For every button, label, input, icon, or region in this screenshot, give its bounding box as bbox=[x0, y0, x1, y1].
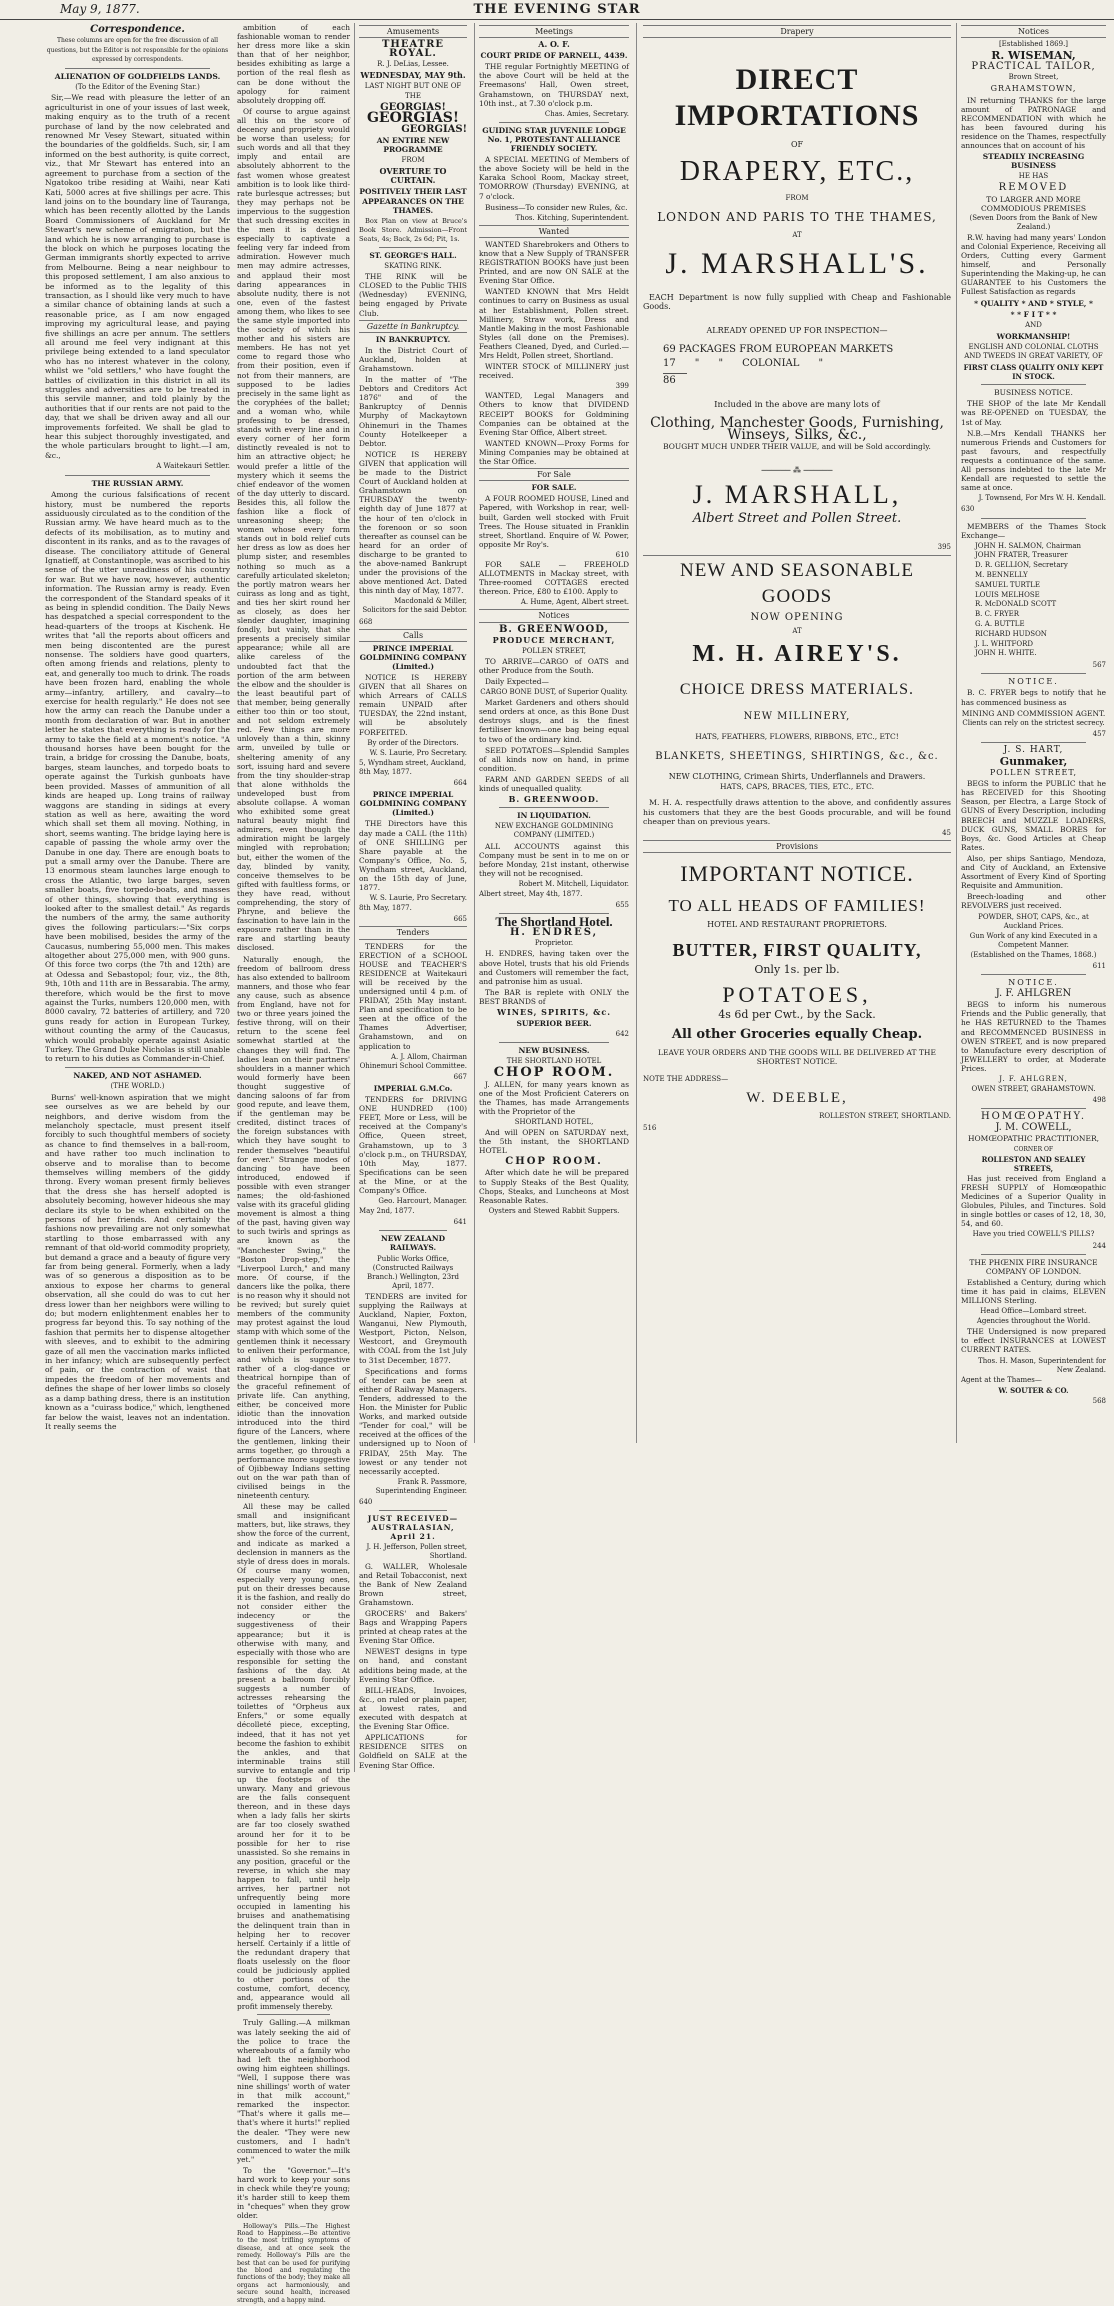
hotel-title: The Shortland Hotel. bbox=[495, 914, 613, 930]
ad-body: And will OPEN on SATURDAY next, the 5th instant, the SHORTLAND HOTEL bbox=[479, 1128, 629, 1156]
ad-body: M. H. A. respectfully draws attention to the above, and confidently assures his customers that they are the best Goods procurable, and will be found cheaper than on previous years. bbox=[643, 798, 951, 827]
ad-body: APPLICATIONS for RESIDENCE SITES on Goldfield on SALE at the Evening Star Office. bbox=[359, 1733, 467, 1770]
packages-line: 86 bbox=[663, 373, 687, 388]
ad-body: The BAR is replete with ONLY the BEST BRANDS of bbox=[479, 987, 629, 1006]
ad-line: TO LARGER AND MORE COMMODIOUS PREMISES bbox=[981, 194, 1086, 213]
ad-title: PRINCE IMPERIAL GOLDMINING COMPANY (Limited.) bbox=[359, 643, 467, 671]
ad-body: WANTED Sharebrokers and Others to know that a New Supply of TRANSFER REGISTRATION BOOKS have just been Printed, and are now ON SALE at the Evening Star Office. bbox=[479, 239, 629, 286]
ad-body: WINTER STOCK of MILLINERY just received. bbox=[479, 362, 629, 381]
ad-title: COURT PRIDE OF PARNELL, 4439. bbox=[480, 51, 628, 61]
ad-body: Breech-loading and other REVOLVERS just received. bbox=[961, 892, 1106, 911]
section-header: Amusements bbox=[359, 25, 467, 38]
ad-title: FOR SALE. bbox=[531, 483, 577, 493]
ad-line: J. M. COWELL, bbox=[995, 1122, 1072, 1134]
correspondence-heading: Correspondence. bbox=[90, 24, 185, 35]
ad-body: NOTICE IS HEREBY GIVEN that all Shares on which Arrears of CALLS remain UNPAID after TUESDAY, the 22nd instant, will be absolutely FORFEITED. bbox=[359, 673, 467, 737]
ad-title: R. WISEMAN, bbox=[991, 49, 1076, 63]
ad-headline: W. DEEBLE, bbox=[746, 1090, 848, 1107]
ad-line: H. ENDRES, bbox=[509, 927, 599, 939]
ad-number: 498 bbox=[1092, 1096, 1106, 1105]
ad-line: OVERTURE TO CURTAIN. bbox=[379, 166, 447, 186]
ad-title: IMPERIAL G.M.Co. bbox=[373, 1083, 453, 1093]
ad-body: MEMBERS of the Thames Stock Exchange— bbox=[961, 521, 1106, 540]
ad-line: J. F. AHLGREN bbox=[995, 988, 1072, 1000]
divider bbox=[981, 384, 1086, 385]
divider bbox=[379, 1510, 447, 1511]
ad-line: SUPERIOR BEER. bbox=[516, 1019, 592, 1029]
ad-body: THE Undersigned is now prepared to effect INSURANCES at LOWEST CURRENT RATES. bbox=[961, 1327, 1106, 1355]
ad-headline: DIRECT IMPORTATIONS bbox=[674, 63, 920, 133]
ad-line: WORKMANSHIP! bbox=[996, 331, 1071, 341]
ad-line: Included in the above are many lots of bbox=[714, 399, 880, 410]
ad-line: OWEN STREET, GRAHAMSTOWN. bbox=[971, 1085, 1096, 1094]
ad-body: Has just received from England a FRESH SUPPLY of Homœopathic Medicines of a Superior Quality in Globules, Pilules, and Tinctures. Sold in single bottles or cases of 12, 18, 30, 54, and 60. bbox=[961, 1173, 1106, 1229]
ad-line: FIRST CLASS QUALITY ONLY KEPT IN STOCK. bbox=[963, 363, 1104, 382]
divider bbox=[499, 1042, 609, 1043]
masthead bbox=[0, 0, 1114, 20]
ad-line: FROM bbox=[401, 156, 425, 165]
ornament-divider: ────── ⁂ ────── bbox=[761, 466, 833, 476]
ad-number: 665 bbox=[453, 915, 467, 924]
ad-signature: Thos. H. Mason, Superintendent for New Zealand. bbox=[978, 1356, 1106, 1374]
divider bbox=[981, 673, 1086, 674]
ad-body: B. C. FRYER begs to notify that he has commenced business as bbox=[961, 688, 1106, 707]
ad-body: Specifications and forms of tender can be seen at either of Railway Managers. Tenders, addressed to the Hon. the Minister for Public Works, and marked outside "Tender for coal," will be received at the offices of the undersigned up to Noon of FRIDAY, 25th May. The lowest or any tender not necessarily accepted. bbox=[359, 1366, 467, 1476]
ad-body: ALL ACCOUNTS against this Company must be sent in to me on or before Monday, 21st instant, otherwise they will not be recognised. bbox=[479, 841, 629, 878]
section-header: Gazette in Bankruptcy. bbox=[359, 320, 467, 333]
ad-line: Clothing, Manchester Goods, Furnishing, bbox=[650, 415, 944, 432]
ad-signature: Macdonald & Miller, Solicitors for the said Debtor. bbox=[362, 597, 467, 615]
ad-line: Brown Street, bbox=[1008, 73, 1059, 82]
divider bbox=[643, 555, 951, 556]
ad-number: 395 bbox=[937, 543, 951, 552]
ad-line: POSITIVELY THEIR LAST APPEARANCES ON THE THAMES. bbox=[359, 187, 467, 215]
article-continuation bbox=[237, 23, 350, 2306]
section-header: Drapery bbox=[643, 25, 951, 38]
divider bbox=[65, 1067, 210, 1068]
ad-line: By order of the Directors. bbox=[367, 738, 459, 747]
ad-line: HOMŒOPATHIC PRACTITIONER, bbox=[967, 1134, 1100, 1144]
ad-line: BLANKETS, SHEETINGS, SHIRTINGS, &c., &c. bbox=[655, 750, 939, 762]
ad-body: TO ARRIVE—CARGO of OATS and other Produce from the South. bbox=[479, 656, 629, 675]
column-5 bbox=[956, 23, 1106, 1443]
ad-line: CORNER OF bbox=[1013, 1145, 1054, 1153]
ad-body: WANTED KNOWN that Mrs Heldt continues to carry on Business as usual at her Establishment, Pollen street. Millinery, Straw work, Dress and Mantle Making in the most Fashionable Styles (all done on the Premises). Feathers Cleaned, Dyed, and Curled.—Mrs Heldt, Pollen street, Shortland. bbox=[479, 287, 629, 360]
ad-title: NEW ZEALAND RAILWAYS. bbox=[380, 1234, 446, 1253]
ad-line: LONDON AND PARIS TO THE THAMES, bbox=[657, 210, 937, 225]
ad-headline: J. MARSHALL, bbox=[692, 479, 902, 509]
ad-number: 399 bbox=[615, 382, 629, 391]
ad-body: J. ALLEN, for many years known as one of the Most Proficient Caterers on the Thames, has made Arrangements with the Proprietor of the bbox=[479, 1079, 629, 1116]
ad-title: ST. GEORGE'S HALL. bbox=[369, 250, 457, 260]
ad-signature: W. S. Laurie, Pro Secretary. bbox=[369, 894, 467, 903]
ad-title: GUIDING STAR JUVENILE LODGE No. 1, PROTESTANT ALLIANCE FRIENDLY SOCIETY. bbox=[482, 125, 626, 154]
exchange-member: JOHN FRATER, Treasurer bbox=[975, 551, 1068, 560]
article-body: All these may be called small and insignificant matters, but, like straws, they show the force of the current, and indicate as marked a declension in manners as the style of dress does in morals. Of course many women, especially very young ones, put on their dresses because it is the fashion, and really do not consider either the indecency or the suggestiveness of their appearance; but it is otherwise with many, and especially with those who are responsible for setting the fashions of the day. At present a ballroom forcibly suggests a number of actresses rehearsing the toilettes of "Orpheus aux Enfers," or some equally décolleté piece, excepting, indeed, that it has not yet become the fashion to exhibit the ankles, and that interminable trains still survive to entangle and trip up the footsteps of the unwary. Many and grievous are the falls consequent thereon, and in these days when a lady falls her skirts are far too closely swathed around her for it to be possible for her to rise unassisted. So she remains in any position, graceful or the reverse, in which she may happen to fall, until help arrives, her partner not unfrequently being more occupied in lamenting his bruises and anathematising the delinquent train than in helping her to recover herself. Certainly if a little of the redundant drapery that floats uselessly on the floor could be judiciously applied to other portions of the costume, comfort, decency, and, appearance would all profit immensely thereby. bbox=[237, 1502, 350, 2012]
ad-line: NEW MILLINERY, bbox=[743, 711, 851, 723]
ad-line: MINING AND COMMISSION AGENT. bbox=[961, 708, 1106, 718]
ad-signature: J. H. Jefferson, Pollen street, Shortland. bbox=[366, 1543, 467, 1561]
ad-number: 568 bbox=[1092, 1396, 1106, 1405]
article-body: Of course to argue against all this on the score of decency and propriety would be worse than useless; for such words and all that they imply and entail are absolutely abhorrent to the fast women whose greatest ambition is to look like third-rate burlesque actresses; but they may perhaps not be impervious to the suggestion that such dressing excites in the men it is designed especially to captivate a feeling very far indeed from admiration. However much men may admire actresses, and applaud their most daring appearances in absolute nudity, there is not one, even of the fastest among them, who likes to see the same style imported into the society of which his mother and his sisters are members. He has not yet come to regard those who from their position, even if not from their manners, are supposed to be ladies precisely in the same light as the coryphées of the ballet; and a woman who, while professing to be dressed, stands with every line and in every corner of her form distinctly revealed is not to him an attractive object; he would prefer a little of the mystery which it seems the chief endeavor of the women of the day utterly to discard. Besides this, all follow the fashion like a flock of unreasoning sheep; the women whose every form stands out in bold relief cuts her dress as low as does her plump sister, and resembles nothing so much as a carefully articulated skeleton; the portly matron wears her cuirass as long and as tight, and ties her skirt round her as closely, as does her slender daughter, imagining fondly, but vainly, that she presents a precisely similar appearance; while all are alike careless of the undoubted fact that the portion of the arm between the elbow and the shoulder is the least beautiful part of that member, being generally either too thin or too stout, and not seldom extremely red. Few things are more unlovely than a thin, skinny arm, unveiled by tulle or sheltering amenity of any sort, issuing hard and severe from the tiny shoulder-strap that alone withholds the undeveloped bust from absolute collapse. A woman who exhibited some great natural beauty might find admirers, even though the admiration might be largely mingled with reprobation; but, either the women of the day, blinded by vanity, conceive themselves to be gifted with faultless forms, or they have read, without comprehending, the story of Phryne, and believe the fascination to have lain in the exposure rather than in the rare and startling beauty disclosed. bbox=[237, 106, 350, 953]
ad-body: Business—To consider new Rules, &c. bbox=[485, 202, 628, 212]
ad-line: Head Office—Lombard street. bbox=[980, 1307, 1087, 1316]
ad-title: B. GREENWOOD, bbox=[498, 623, 610, 635]
ad-headline: DRAPERY, ETC., bbox=[679, 155, 915, 187]
ad-body: BILL-HEADS, Invoices, &c., on ruled or plain paper, at lowest rates, and executed with despatch at the Evening Star Office. bbox=[359, 1685, 467, 1732]
ad-line: Winseys, Silks, &c., bbox=[727, 426, 867, 443]
exchange-member: J. L. WHITFORD bbox=[975, 639, 1034, 648]
ad-headline: CHOICE DRESS MATERIALS. bbox=[679, 681, 915, 699]
ad-body: GROCERS' and Bakers' Bags and Wrapping Papers printed at cheap rates at the Evening Star Office. bbox=[359, 1609, 467, 1646]
ad-body: G. WALLER, Wholesale and Retail Tobacconist, next the Bank of New Zealand Brown street, Grahamstown. bbox=[359, 1561, 467, 1607]
ad-body: THE SHOP of the late Mr Kendall was RE-OPENED on TUESDAY, the 1st of May. bbox=[961, 399, 1106, 427]
article-title: ALIENATION OF GOLDFIELDS LANDS. bbox=[54, 71, 221, 81]
ad-title: J. S. HART, bbox=[1003, 744, 1064, 755]
divider bbox=[981, 1108, 1086, 1109]
article-body: Burns' well-known aspiration that we might see ourselves as we are beheld by our neighbors, and derive wisdom from the melancholy spectacle, must present itself forcibly to such thoughtful members of society as chance to find themselves in a ball-room, and have rather too much inclination to observe and to moralise than to become themselves willing members of the giddy throng. Every woman present firmly believes that the dress she has herself adopted is absolutely becoming, however hideous she may declare its style to be when exhibited on the persons of her friends. And certainly the fashions now prevailing are not only somewhat startling to those embarrassed with any remnant of that old-world commodity propriety, but demand a grace and a beauty of figure very far from being general. Formerly, when a lady was of so generous a disposition as to be anxious to expose her charms to general observation, all she could do was to cut her dress lower than her neighbors were willing to do; but modern enlightenment enables her to progress far beyond this. To say nothing of the fashion that permits her to dispense altogether with sleeves, and to exhibit to the admiring gaze of all men the vaccination marks inflicted in her infancy; which are subsequently perfect of pain, or the contraction of waist that impedes the freedom of her movements and defines the shape of her lower limbs so closely as a damp bathing dress, there is an institution known as a "cuirass bodice," which, lengthened far below the waist, leaves not an indentation. It really seems the bbox=[45, 1092, 230, 1431]
ad-body: BEGS to inform his numerous Friends and the Public generally, that he HAS RETURNED to the Thames and RECOMMENCED BUSINESS in OWEN STREET, and is now prepared to Manufacture every description of JEWELLERY to order, at Moderate Prices. bbox=[961, 1000, 1106, 1073]
ad-title: PRINCE IMPERIAL GOLDMINING COMPANY (Limited.) bbox=[359, 790, 467, 818]
article-title: THE RUSSIAN ARMY. bbox=[91, 478, 184, 488]
exchange-member-list bbox=[961, 542, 1106, 660]
ad-line: Public Works Office, (Constructed Railways Branch.) Wellington, 23rd April, 1877. bbox=[367, 1254, 459, 1290]
exchange-member: B. C. FRYER bbox=[975, 610, 1020, 619]
ad-number: 664 bbox=[453, 779, 467, 788]
ad-signature: Chas. Amies, Secretary. bbox=[544, 109, 629, 118]
packages-line: 69 PACKAGES FROM EUROPEAN MARKETS bbox=[663, 343, 894, 355]
ad-body: THE Directors have this day made a CALL (the 11th) of ONE SHILLING per Share payable at the Company's Office, No. 5, Wyndham street, Auckland, on the 15th day of June, 1877. bbox=[359, 819, 467, 893]
divider bbox=[499, 122, 609, 123]
ad-line: Have you tried COWELL'S PILLS? bbox=[972, 1230, 1095, 1239]
ad-line: * QUALITY * AND * STYLE, * bbox=[974, 298, 1093, 308]
ad-body: NOTICE IS HEREBY GIVEN that application will be made to the District Court of Auckland holden at Grahamstown on THURSDAY the twenty-eighth day of June 1877 at the hour of ten o'clock in the forenoon or so soon thereafter as counsel can be heard for an order of discharge to be granted to the above-named Bankrupt under the provisions of the above mentioned Act. Dated this ninth day of May, 1877. bbox=[359, 449, 467, 596]
exchange-member: LOUIS MELHOSE bbox=[975, 590, 1040, 599]
article-body: ambition of each fashionable woman to render her dress more like a skin than that of her neighbor, besides exhibiting as large a portion of the real flesh as can be done without the apology for raiment absolutely dropping off. bbox=[237, 23, 350, 105]
ad-line: WEDNESDAY, MAY 9th. bbox=[360, 70, 466, 81]
ad-line: POLLEN STREET, bbox=[521, 646, 587, 655]
ad-title: JUST RECEIVED— AUSTRALASIAN, April 21. bbox=[367, 1514, 459, 1542]
ad-line: HE HAS bbox=[1018, 172, 1049, 181]
ad-line: NEW EXCHANGE GOLDMINING COMPANY (LIMITED.) bbox=[494, 822, 614, 840]
ad-body: EACH Department is now fully supplied with Cheap and Fashionable Goods. bbox=[643, 292, 951, 312]
exchange-member: SAMUEL TURTLE bbox=[975, 580, 1041, 589]
ad-number: 457 bbox=[1092, 729, 1106, 738]
ad-number: 630 bbox=[961, 505, 975, 514]
column-4 bbox=[636, 23, 951, 1443]
ad-line: AN ENTIRE NEW PROGRAMME bbox=[376, 135, 450, 155]
exchange-member: JOHN H. SALMON, Chairman bbox=[975, 541, 1082, 550]
divider bbox=[981, 1254, 1086, 1255]
ad-number: 45 bbox=[942, 828, 951, 837]
ad-signature: W. S. Laurie, Pro Secretary. bbox=[369, 748, 467, 757]
ad-line: PRODUCE MERCHANT, bbox=[492, 634, 616, 645]
section-header: Notices bbox=[479, 609, 629, 622]
exchange-member: RICHARD HUDSON bbox=[975, 629, 1047, 638]
ad-number: 611 bbox=[1092, 961, 1106, 970]
ad-body: FOR SALE — FREEHOLD ALLOTMENTS in Mackay street, with Three-roomed COTTAGES erected thereon. Price, £80 to £100. Apply to bbox=[479, 559, 629, 597]
ad-number: 567 bbox=[1092, 661, 1106, 670]
article-body: Truly Galling.—A milkman was lately seeking the aid of the police to trace the whereabouts of a family who had left the neighborhood owing him eighteen shillings. "Well, I suppose there was nine shillings' worth of water in that milk account," remarked the inspector. "That's where it galls me—that's where it hurts!" replied the dealer. "They were new customers, and I hadn't commenced to water the milk yet." bbox=[237, 2018, 350, 2164]
ad-body: NEWEST designs in type on hand, and constant additions being made, at the Evening Star Office. bbox=[359, 1647, 467, 1684]
masthead-date: May 9, 1877. bbox=[60, 2, 140, 16]
ad-body: Daily Expected— bbox=[485, 677, 549, 686]
ad-line: PRACTICAL TAILOR, bbox=[971, 61, 1096, 73]
ad-number: 244 bbox=[1092, 1241, 1106, 1250]
ad-line: ENGLISH AND COLONIAL CLOTHS AND TWEEDS IN GREAT VARIETY, OF bbox=[964, 342, 1103, 360]
ad-title: HOMŒOPATHY. bbox=[980, 1111, 1087, 1123]
ad-line: HATS, CAPS, BRACES, TIES, ETC., ETC. bbox=[720, 781, 874, 791]
article-body: Holloway's Pills.—The Highest Road to Happiness.—Be attentive to the most trifling symptoms of disease, and at once seek the remedy. Holloway's Pills are the best that can be used for purifying the blood and regulating the functions of the body; they make all organs act harmoniously, and secure sound health, increased strength, and a happy mind. bbox=[237, 2222, 350, 2304]
ad-body: TENDERS are invited for supplying the Railways at Auckland, Napier, Foxton, Wanganui, New Plymouth, Westport, Picton, Nelson, Westcort, and Greymouth with COAL from the 1st July to 31st December, 1877. bbox=[359, 1291, 467, 1365]
ad-line: SKATING RINK. bbox=[384, 262, 442, 271]
section-header: For Sale bbox=[479, 468, 629, 481]
ad-line: THE SHORTLAND HOTEL bbox=[506, 1057, 602, 1066]
divider bbox=[499, 807, 609, 808]
ad-number: 610 bbox=[615, 550, 629, 559]
ad-line: GRAHAMSTOWN, bbox=[990, 84, 1077, 94]
ad-headline: M. H. AIREY'S. bbox=[692, 641, 902, 668]
divider bbox=[981, 518, 1086, 519]
ad-line: Albert Street and Pollen Street. bbox=[692, 510, 902, 526]
ad-body: N.B.—Mrs Kendall THANKS her numerous Friends and Customers for past favours, and respectfully requests a continuance of the same. All persons indebted to the late Mr Kendall are requested to settle the same at once. bbox=[961, 428, 1106, 493]
divider bbox=[981, 974, 1086, 975]
divider bbox=[379, 247, 447, 248]
ad-number: 642 bbox=[615, 1030, 629, 1039]
column-2 bbox=[237, 23, 467, 2304]
ad-title: NEW BUSINESS. bbox=[518, 1046, 590, 1056]
ad-line: LEAVE YOUR ORDERS AND THE GOODS WILL BE DELIVERED AT THE SHORTEST NOTICE. bbox=[658, 1047, 936, 1067]
ad-line: AT bbox=[792, 231, 802, 240]
section-header: Meetings bbox=[479, 25, 629, 38]
article-title: NAKED, AND NOT ASHAMED. bbox=[73, 1070, 202, 1080]
ad-line: Gunmaker, bbox=[999, 755, 1068, 768]
ad-line: Oysters and Stewed Rabbit Suppers. bbox=[488, 1206, 620, 1215]
divider bbox=[65, 68, 210, 69]
ad-title: BUSINESS NOTICE. bbox=[994, 388, 1073, 398]
article-subtitle: (THE WORLD.) bbox=[110, 1082, 165, 1091]
ad-headline: J. MARSHALL'S. bbox=[665, 246, 929, 280]
ad-line: FROM bbox=[785, 193, 809, 202]
ad-title: THE PHŒNIX FIRE INSURANCE COMPANY OF LONDON. bbox=[969, 1257, 1098, 1276]
ad-number: 668 bbox=[359, 617, 373, 626]
ad-title: NOTICE. bbox=[1008, 978, 1059, 988]
ad-line: * * F I T * * bbox=[1010, 309, 1057, 319]
ad-body: IN returning THANKS for the large amount of PATRONAGE and RECOMMENDATION with which he has been favoured during his residence on the Thames, respectfully announces that on account of his bbox=[961, 95, 1106, 151]
ad-body: WANTED KNOWN—Proxy Forms for Mining Companies may be obtained at the Star Office. bbox=[479, 438, 629, 467]
ad-number: 667 bbox=[453, 1072, 467, 1081]
ad-line: W. SOUTER & CO. bbox=[998, 1385, 1069, 1395]
ad-line: (Seven Doors from the Bank of New Zealand.) bbox=[969, 213, 1098, 231]
ad-signature: Robert M. Mitchell, Liquidator. bbox=[518, 879, 629, 888]
ad-headline: IMPORTANT NOTICE. bbox=[680, 861, 914, 887]
ad-title: IN BANKRUPTCY. bbox=[375, 334, 451, 344]
ad-line: R. J. DeLias, Lessee. bbox=[377, 60, 449, 69]
ad-body: WANTED, Legal Managers and Others to know that DIVIDEND RECEIPT BOOKS for Goldmining Companies can be obtained at the Evening Star Office, Albert street. bbox=[479, 391, 629, 437]
section-header: Tenders bbox=[359, 926, 467, 939]
ad-body: A SPECIAL MEETING of Members of the above Society will be held in the Karaka School Room, Mackay street, TOMORROW (Thursday) EVENING, at 7 o'clock. bbox=[479, 155, 629, 201]
ad-body: TENDERS for DRIVING ONE HUNDRED (100) FEET, More or Less, will be received at the Company's Office, Queen street, Grahamstown, up to 3 o'clock p.m., on THURSDAY, 10th May, 1877. Specifications can be seen at the Mine, or at the Company's Office. bbox=[359, 1095, 467, 1195]
packages-list bbox=[643, 343, 951, 388]
ad-body: In the matter of "The Debtors and Creditors Act 1876" and of the Bankruptcy of Dennis Murphy of Mackaytown Ohinemuri in the Thames County Hotelkeeper a Debtor. bbox=[359, 375, 467, 448]
divider bbox=[981, 742, 1086, 743]
amusements-column bbox=[354, 23, 467, 1772]
section-header: Provisions bbox=[643, 840, 951, 853]
ad-headline: TO ALL HEADS OF FAMILIES! bbox=[668, 896, 926, 916]
ad-title: THEATRE ROYAL. bbox=[381, 39, 445, 60]
ad-line: GEORGIAS! bbox=[401, 123, 467, 135]
ad-line: GEORGIAS! bbox=[380, 101, 446, 113]
ad-line: [Established 1869.] bbox=[998, 40, 1069, 49]
ad-line: NOTE THE ADDRESS— bbox=[643, 1074, 729, 1083]
ad-body: FARM AND GARDEN SEEDS of all kinds of unequalled quality. bbox=[479, 774, 629, 794]
ad-line: All other Groceries equally Cheap. bbox=[671, 1026, 923, 1042]
correspondence-note: These columns are open for the free discussion of all questions, but the Editor is not responsible for the opinions expressed by correspondents. bbox=[46, 37, 229, 64]
ad-line: Clients can rely on the strictest secrecy. bbox=[962, 718, 1105, 727]
article-subtitle: (To the Editor of the Evening Star.) bbox=[75, 83, 200, 92]
masthead-title: THE EVENING STAR bbox=[473, 2, 641, 17]
ad-line: CARGO BONE DUST, of Superior Quality. bbox=[480, 688, 628, 697]
divider bbox=[257, 2014, 330, 2015]
ad-line: Agent at the Thames— bbox=[961, 1375, 1042, 1384]
ad-body: Market Gardeners and others should send orders at once, as this Bone Dust destroys slugs, and is the finest fertiliser known—one bag being equal to two of the ordinary kind. bbox=[479, 698, 629, 744]
divider bbox=[379, 1230, 447, 1231]
ad-line: 5, Wyndham street, Auckland, 8th May, 1877. bbox=[359, 758, 467, 776]
ad-body: TENDERS for the ERECTION of a SCHOOL HOUSE and TEACHER'S RESIDENCE at Waitekauri will be received by the undersigned until 4 p.m. of FRIDAY, 25th May instant. Plan and specification to be seen at the office of the Thames Advertiser, Grahamstown, and on application to bbox=[359, 941, 467, 1051]
exchange-member: M. BENNELLY bbox=[975, 571, 1028, 580]
ad-line: (Established on the Thames, 1868.) bbox=[970, 950, 1097, 959]
ad-line: OF bbox=[790, 140, 804, 150]
column-3 bbox=[474, 23, 629, 1443]
ad-title: IN LIQUIDATION. bbox=[517, 811, 591, 821]
ad-line: BOUGHT MUCH UNDER THEIR VALUE, and will be Sold accordingly. bbox=[663, 442, 931, 452]
ad-line: ROLLESTON AND SEALEY STREETS, bbox=[981, 1154, 1086, 1173]
article-body: To the "Governor."—It's hard work to keep your sons in check while they're young; it's harder still to keep them in "cheques" when they grow older. bbox=[237, 2165, 350, 2221]
ad-line: POLLEN STREET, bbox=[989, 768, 1078, 778]
packages-line: 17 " " COLONIAL " bbox=[663, 357, 824, 369]
ad-title: NOTICE. bbox=[1008, 677, 1059, 687]
ad-line: POWDER, SHOT, CAPS, &c., at Auckland Prices. bbox=[978, 912, 1089, 930]
ad-line: WINES, SPIRITS, &c. bbox=[496, 1007, 612, 1017]
ad-body: R.W. having had many years' London and Colonial Experience, Receiving all Orders, Cutting every Garment himself, and Personally Superintending the Making-up, he can GUARANTEE to his Customers the Fullest Satisfaction as regards bbox=[961, 232, 1106, 297]
exchange-member: JOHN H. WHITE. bbox=[975, 649, 1037, 658]
article-body: Naturally enough, the freedom of ballroom dress has also extended to ballroom manners, and those who fear any cause, such as absence from England, have not for two or three years joined the festive throng, will on their return to the scene feel somewhat startled at the changes they will find. The ladies lean on their partners' shoulders in a manner which would formerly have been thought suggestive of dancing saloons of far from good repute, and leave them, if the gentleman may be credited, distinct traces of the foreign substances with which they have sought to render themselves "beautiful for ever." Strange modes of dancing too have been introduced, endowed if possible with even stranger names; the old-fashioned valse with its graceful gliding movement is almost a thing of the past, having given way to such twirls and springs as are known as the "Manchester Swing," the "Boston Drop-step," the "Liverpool Lurch," and many more. Of course, if the dancers like the polka, there is no reason why it should not be revived; but surely quiet members of the community may protest against the loud stamp with which some of the gentlemen think it necessary to enliven their performance, and which is suggestive rather of a clog-dance or theatrical hornpipe than of the graceful refinement of private life. Can anything, either, be conceived more idiotic than the innovation introduced into the third figure of the Lancers, where the gentlemen, linking their arms together, go through a performance more suggestive of Ojibbeway Indians setting out on the war path than of civilised beings in the nineteenth century. bbox=[237, 954, 350, 1501]
ad-line: AND bbox=[1025, 320, 1042, 329]
ad-line: CHOP ROOM. bbox=[493, 1065, 615, 1081]
ad-body: After which date he will be prepared to Supply Steaks of the Best Quality, Chops, Steaks, and Luncheons at Most Reasonable Rates. bbox=[479, 1168, 629, 1205]
ad-number: 641 bbox=[453, 1218, 467, 1227]
ad-signature: A. J. Allom, Chairman Ohinemuri School Committee. bbox=[359, 1052, 467, 1070]
ad-signature: J. Townsend, For Mrs W. H. Kendall. bbox=[978, 494, 1106, 503]
column-1 bbox=[45, 23, 230, 1443]
ad-headline: NEW AND SEASONABLE GOODS bbox=[679, 559, 915, 607]
ad-line: ROLLESTON STREET, SHORTLAND. bbox=[819, 1112, 951, 1121]
article-signature: A Waitekauri Settler. bbox=[156, 462, 230, 471]
ad-headline: BUTTER, FIRST QUALITY, bbox=[672, 939, 922, 960]
ad-number: 655 bbox=[615, 901, 629, 910]
ad-title: A. O. F. bbox=[538, 39, 570, 50]
ad-body: Also, per ships Santiago, Mendoza, and City of Auckland, an Extensive Assortment of Every Kind of Sporting Requisite and Ammunition. bbox=[961, 853, 1106, 891]
ad-line: REMOVED bbox=[998, 182, 1069, 194]
article-body: Among the curious falsifications of recent history, must be numbered the reports assiduously circulated as to the condition of the Russian army. We have heard much as to the defects of its mobilisation, as to mutiny and discontent in its ranks, and as to the ravages of disease. The conciliatory attitude of General Ignatieff, at Constantinople, was ascribed to his sense of the utter unreadiness of his country for war. But we have now, however, authentic information. The Russian army is ready. Even the correspondent of the Standard speaks of it as being in splendid condition. The Daily News has despatched a special correspondent to the head-quarters of the troops at Kischenk. He writes that "all the reports about officers and men being discontented are the purest nonsense. The soldiers have good quarters, often among friends and relations, plenty to eat, and generally too much to drink. The roads have been frozen hard, enabling the whole army—infantry, artillery, and cavalry—to exercise for health regularly." He does not see how the army can reach the Danube under a month from declaration of war. But in another letter he states that everything is ready for the army to take the field at a moment's notice. "A thousand horses have been bought for the train, a bridge for crossing the Danube, boats, barges, steam launches, and torpedo boats to operate against the Turkish gunboats have been provided. Masses of ammunition of all kinds are heaped up. Long trains of railway waggons are standing in sidings at every station as well as here, awaiting the word which shall set them all moving. Nothing, in short, seems wanting. The bridge laying here is capable of passing the whole army over the Danube in one day. There are enough boats to put a small army over the Danube. There are 13 enormous steam launches large enough to cross the Atlantic, two large barges, seven smaller boats, five torpedo-boats, and masses of other things, showing that everything is looked after to the smallest detail." As regards the numbers of the army, the same authority gives the following particulars:—"Six corps have been mobilised, besides the army of the Caucasus, numbering 55,000 men. This makes altogether about 275,000 men, with 900 guns. Of this force two corps (the 7th and 12th) are at Odessa and Sebastopol; four, viz., the 8th, 9th, 10th and 11th are in Bessarabia. The army, therefore, which would be the first to move against the Turks, numbers 120,000 men, with 8000 cavalry, 72 batteries of artillery, and 720 guns ready for action in European Turkey, without counting the army of the Caucasus, which would probably operate against Asiatic Turkey. The Grand Duke Nicholas is still unable to return to his duties as Commander-in-Chief. bbox=[45, 490, 230, 1064]
ad-body: A FOUR ROOMED HOUSE, Lined and Papered, with Workshop in rear, well-built, Garden well stocked with Fruit Trees. The House situated in Franklin street, Shortland. Enquire of W. Power, opposite Mr Roy's. bbox=[479, 494, 629, 549]
ad-line: Proprietor. bbox=[534, 939, 574, 948]
ad-line: Albert street, May 4th, 1877. bbox=[479, 889, 583, 898]
ad-number: 516 bbox=[643, 1123, 657, 1132]
ad-signature: B. GREENWOOD. bbox=[508, 794, 600, 805]
ad-line: NOW OPENING bbox=[750, 611, 844, 623]
ad-line: NEW CLOTHING, Crimean Shirts, Underflannels and Drawers. bbox=[668, 771, 926, 781]
ad-line: Agencies throughout the World. bbox=[976, 1317, 1091, 1326]
ad-body: H. ENDRES, having taken over the above Hotel, trusts that his old Friends and Customers will remember the fact, and patronise him as usual. bbox=[479, 949, 629, 986]
ad-signature: Geo. Harcourt, Manager. bbox=[378, 1197, 467, 1206]
ad-line: HATS, FEATHERS, FLOWERS, RIBBONS, ETC., ETC! bbox=[695, 732, 899, 742]
ad-body: THE regular Fortnightly MEETING of the above Court will be held at the Freemasons' Hall, Owen street, Grahamstown, on THURSDAY next, 10th inst., at 7.30 o'clock p.m. bbox=[479, 62, 629, 108]
ad-line: Gun Work of any kind Executed in a Competent Manner. bbox=[969, 931, 1098, 949]
ad-line: STEADILY INCREASING BUSINESS bbox=[982, 152, 1085, 171]
ad-line: 4s 6d per Cwt., by the Sack. bbox=[718, 1008, 876, 1022]
section-header: Notices bbox=[961, 25, 1106, 38]
ad-line: 8th May, 1877. bbox=[359, 904, 412, 913]
ad-line: LAST NIGHT BUT ONE OF THE bbox=[364, 82, 462, 100]
ad-line: May 2nd, 1877. bbox=[359, 1207, 415, 1216]
ad-line: CHOP ROOM. bbox=[505, 1156, 603, 1168]
exchange-member: G. A. BUTTLE bbox=[975, 620, 1025, 629]
ad-signature: Thos. Kitching, Superintendent. bbox=[515, 213, 629, 222]
section-header: Calls bbox=[359, 629, 467, 642]
ad-body: THE RINK will be CLOSED to the Public THIS (Wednesday) EVENING, being engaged by Private Club. bbox=[359, 272, 467, 318]
ad-signature: A. Hume, Agent, Albert street. bbox=[520, 598, 629, 607]
ad-line: Only 1s. per lb. bbox=[754, 962, 840, 976]
exchange-member: R. McDONALD SCOTT bbox=[975, 600, 1057, 609]
section-header: Wanted bbox=[479, 225, 629, 238]
ad-line: AT bbox=[792, 626, 802, 635]
ad-line: J. F. AHLGREN, bbox=[999, 1075, 1068, 1083]
ad-headline: POTATOES, bbox=[722, 982, 872, 1008]
ad-body: Box Plan on view at Bruce's Book Store. Admission—Front Seats, 4s; Back, 2s 6d; Pit, 1s. bbox=[359, 216, 467, 243]
exchange-member: D. R. GELLION, Secretary bbox=[975, 561, 1068, 570]
ad-line: SHORTLAND HOTEL, bbox=[514, 1117, 594, 1126]
ad-body: BEGS to inform the PUBLIC that he has RECEIVED for this Shooting Season, per Electra, a Large Stock of GUNS of Every Description, including BREECH and MUZZLE LOADERS, DUCK GUNS, SMALL BORES for Boys, &c. Good Articles at Cheap Rates. bbox=[961, 779, 1106, 852]
ad-number: 640 bbox=[359, 1497, 373, 1506]
ad-body: In the District Court of Auckland, holden at Grahamstown. bbox=[359, 345, 467, 373]
article-body: Sir,—We read with pleasure the letter of an agriculturist in one of your issues of last week, making enquiry as to the truth of a recent purchase of land by the now celebrated and renowned Mr Vesey Stewart, situated within the boundaries of the goldfields. Such, sir, I am informed on the best authority, is quite correct, viz., that Mr Stewart has entered into an agreement to purchase from a section of the Ngatokoo tribe residing at Waihi, near Kati Kati, 5000 acres at five shillings per acre. This land joins on to the boundary line of Tauranga, which has been recently allotted by the Lands Board Commissioners of Auckland for Mr Stewart's new scheme of emigration, but the land which he is now arranging to purchase is the block on which he purposes locating the German immigrants shortly expected to arrive from Melbourne. Being a near neighbour to this proposed settlement, I am also anxious to be informed as to the legality of this transaction, as I should like very much to have a similar chance of obtaining lands at such a reasonable price, as I am now engaged improving my agricultural lease, and paying five shillings an acre per annum. The settlers all around me feel very indignant at this privilege being extended to a land speculator who has no interest whatever in the colony, whilst we "old settlers," who have fought the battles of civilization in this district in all its struggles and adversities are to be treated in this servile manner, and told plainly by the authorities that if our rents are not paid to the day, that we shall be driven away and all our improvements forfeited. We shall be glad to hear this subject thoroughly investigated, and the whole particulars brought to light.—I am, &c., bbox=[45, 93, 230, 460]
ad-signature: Frank R. Passmore, Superintending Engineer. bbox=[375, 1477, 467, 1495]
ad-line: GEORGIAS! bbox=[366, 109, 460, 126]
ad-body: SEED POTATOES—Splendid Samples of all kinds now on hand, in prime condition. bbox=[479, 745, 629, 773]
ad-body: Established a Century, during which time it has paid in claims, ELEVEN MILLIONS Sterling. bbox=[961, 1277, 1106, 1305]
ad-line: ALREADY OPENED UP FOR INSPECTION— bbox=[706, 326, 888, 336]
ad-line: HOTEL AND RESTAURANT PROPRIETORS. bbox=[707, 920, 887, 930]
divider bbox=[65, 475, 210, 476]
